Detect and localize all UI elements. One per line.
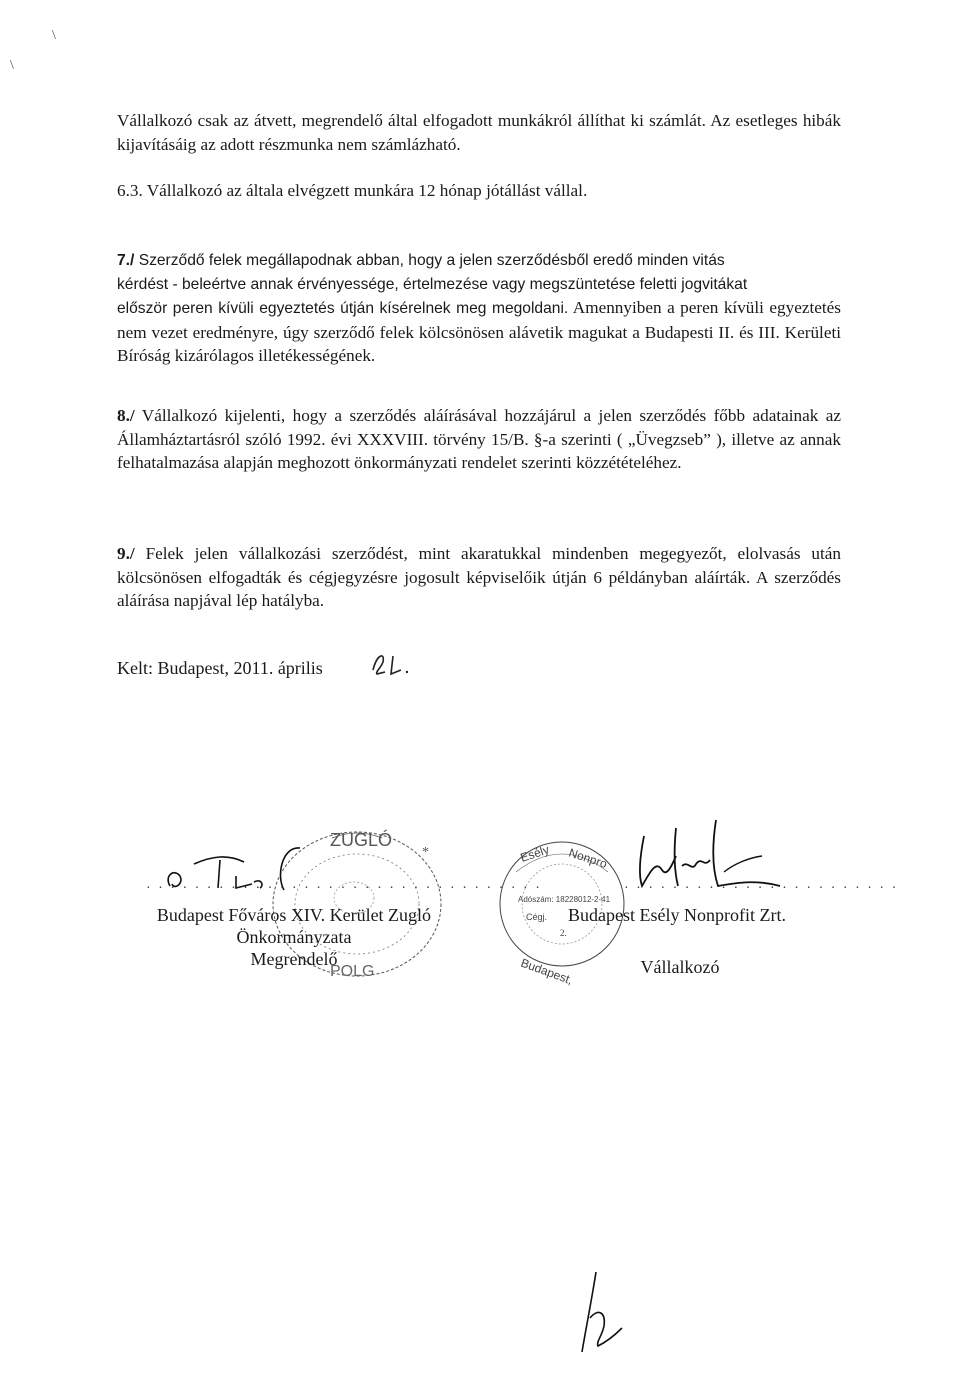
- paragraph-9-text: Felek jelen vállalkozási szerződést, mint akaratukkal mindenben megegyezőt, elolvasás után kölcsönösen elfogadták és cégjegyzésre jogosult képviselőik útján 6 példányban aláírták. A szerződés aláírása napjával lép hatályba.: [117, 544, 841, 610]
- svg-text:Budapest,: Budapest,: [518, 955, 575, 988]
- scan-artifact: \: [52, 28, 56, 43]
- left-signatory-org: Önkormányzata: [236, 927, 352, 947]
- svg-text:2.: 2.: [560, 928, 567, 938]
- paragraph-8-number: 8./: [117, 406, 135, 425]
- paragraph-7-line2: kérdést - beleértve annak érvényessége, értelmezése vagy megszüntetése feletti jogvitákat: [117, 275, 748, 293]
- left-signature-dotted-line: · · · · · · · · · · · · · · · · · · · · · · · · · · · · · · · · ·: [146, 881, 542, 896]
- paragraph-8: [117, 404, 841, 475]
- right-signatory-name-block: [560, 904, 860, 926]
- dated-line: [117, 657, 841, 681]
- paragraph-6-3: 6.3. Vállalkozó az általa elvégzett munkára 12 hónap jótállást vállal.: [117, 181, 588, 200]
- dated-text: Kelt: Budapest, 2011. április: [117, 658, 323, 678]
- svg-text:*: *: [422, 845, 429, 860]
- left-signatory-block: [129, 904, 459, 970]
- svg-text:Nonpro: Nonpro: [567, 845, 609, 872]
- paragraph-8-text: Vállalkozó kijelenti, hogy a szerződés aláírásával hozzájárul a jelen szerződés főbb adatainak az Államháztartásról szóló 1992. évi XXXVIII. törvény 15/B. §-a szerinti ( „Üvegzseb” ), illetve az annak felhatalmazása alapján meghozott önkormányzati rendelet szerinti közzétételéhez.: [117, 406, 841, 472]
- right-signature-dotted-line: · · · · · · · · · · · · · · · · · · · · · · ·: [624, 881, 899, 896]
- paragraph-7-rest: Amennyiben a peren kívüli egyeztetés nem vezet eredményre, úgy szerződő felek kölcsönösen alávetik magukat a Budapesti II. és III. Kerületi Bíróság kizárólagos illetékességének.: [117, 298, 841, 365]
- paragraph-7: [117, 249, 841, 368]
- left-signatory-role: Megrendelő: [250, 949, 338, 969]
- paragraph-9-number: 9./: [117, 544, 135, 563]
- right-signatory-role-block: [620, 956, 740, 978]
- paragraph-7-number: 7./: [117, 252, 135, 269]
- svg-text:Adószám: 18228012-2-41: Adószám: 18228012-2-41: [518, 895, 611, 904]
- svg-text:ZUGLÓ: ZUGLÓ: [330, 830, 393, 850]
- svg-text:Cégj.: Cégj.: [526, 912, 548, 922]
- paragraph-9: [117, 542, 841, 613]
- paragraph-7-line3: először peren kívüli egyeztetés útján kísérelnek meg megoldani.: [117, 300, 569, 317]
- right-signatory-role: Vállalkozó: [640, 957, 720, 977]
- left-signatory-name: Budapest Főváros XIV. Kerület Zugló: [156, 905, 432, 925]
- paragraph-7-line1: 7./ Szerződő felek megállapodnak abban, hogy a jelen szerződésből eredő minden vitás: [117, 252, 725, 269]
- handwritten-day: [371, 648, 421, 678]
- page-initials: [566, 1268, 636, 1358]
- scan-artifact: \: [10, 58, 14, 73]
- svg-text:Esély: Esély: [518, 842, 551, 865]
- paragraph-6-2: Vállalkozó csak az átvett, megrendelő által elfogadott munkákról állíthat ki számlát. Az esetleges hibák kijavításáig az adott részmunka nem számlázható.: [117, 111, 841, 154]
- svg-text:POLG: POLG: [330, 963, 375, 980]
- right-signatory-name: Budapest Esély Nonprofit Zrt.: [568, 905, 786, 925]
